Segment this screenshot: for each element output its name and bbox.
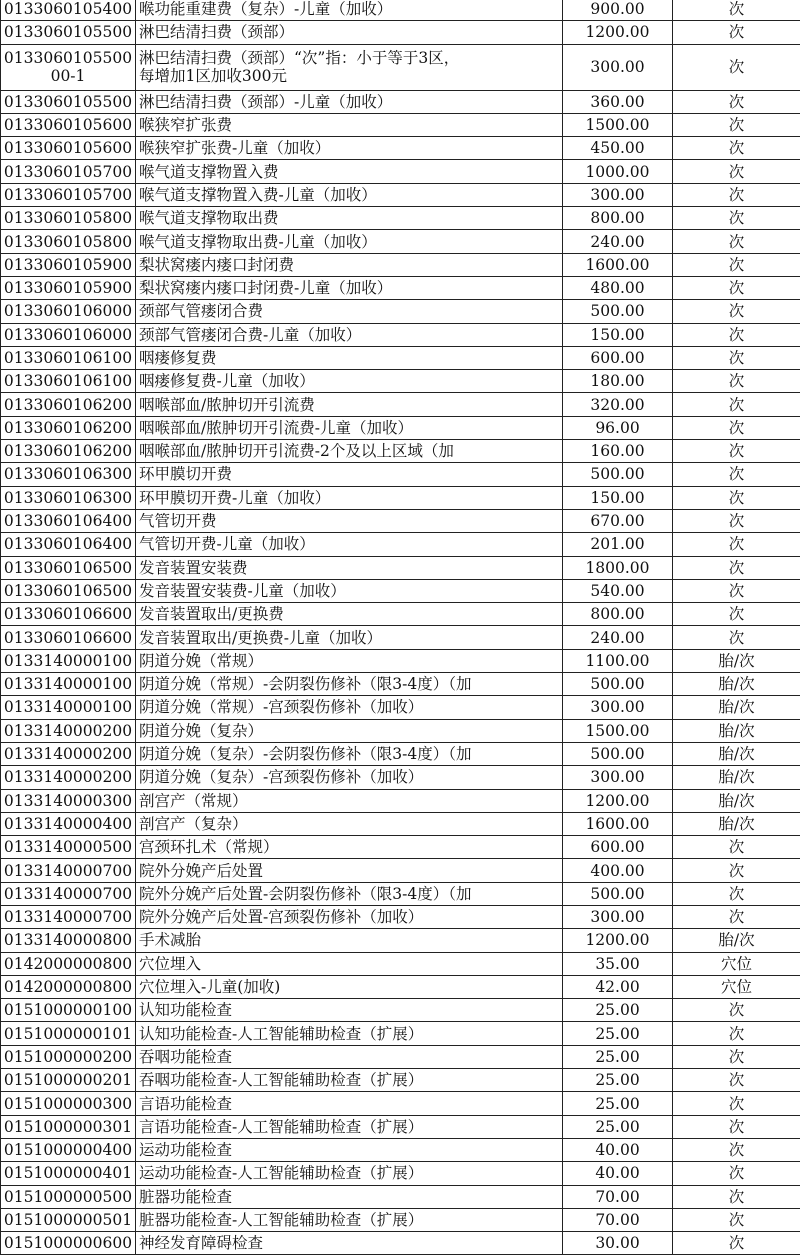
item-price-cell: 30.00	[563, 1232, 673, 1255]
item-price-cell: 70.00	[563, 1208, 673, 1231]
item-unit-cell: 次	[673, 90, 800, 113]
table-row	[1, 579, 800, 602]
item-name-cell: 发音装置安装费-儿童（加收）	[136, 579, 563, 602]
item-name-cell: 梨状窝瘘内瘘口封闭费-儿童（加收）	[136, 276, 563, 299]
item-price-cell: 500.00	[563, 882, 673, 905]
item-price-cell: 300.00	[563, 766, 673, 789]
item-code-cell: 0151000000301	[1, 1115, 136, 1138]
item-unit-cell: 次	[673, 230, 800, 253]
item-code-line: 0133060105500	[3, 49, 133, 68]
item-unit-cell: 次	[673, 1185, 800, 1208]
item-price-cell: 300.00	[563, 905, 673, 928]
item-price-cell: 600.00	[563, 346, 673, 369]
item-name-cell: 咽瘘修复费	[136, 346, 563, 369]
item-code-cell: 0133140000700	[1, 882, 136, 905]
item-name-cell: 院外分娩产后处置-会阴裂伤修补（限3-4度）（加	[136, 882, 563, 905]
table-row	[1, 789, 800, 812]
table-row	[1, 1162, 800, 1185]
item-code-cell: 0133060106200	[1, 440, 136, 463]
item-unit-cell: 次	[673, 603, 800, 626]
item-unit-cell: 次	[673, 1232, 800, 1255]
item-unit-cell: 次	[673, 533, 800, 556]
item-unit-cell: 次	[673, 207, 800, 230]
item-unit-cell: 次	[673, 393, 800, 416]
item-code-cell: 0133060106100	[1, 370, 136, 393]
item-name-cell: 气管切开费-儿童（加收）	[136, 533, 563, 556]
table-row	[1, 719, 800, 742]
item-unit-cell: 次	[673, 416, 800, 439]
item-price-cell: 150.00	[563, 486, 673, 509]
item-unit-cell: 次	[673, 1022, 800, 1045]
item-name-cell: 喉狭窄扩张费-儿童（加收）	[136, 137, 563, 160]
item-name-cell: 手术减胎	[136, 929, 563, 952]
item-unit-cell: 胎/次	[673, 929, 800, 952]
item-price-cell: 320.00	[563, 393, 673, 416]
item-price-cell: 1200.00	[563, 929, 673, 952]
item-name-cell: 脏器功能检查	[136, 1185, 563, 1208]
item-unit-cell: 次	[673, 323, 800, 346]
item-price-cell: 96.00	[563, 416, 673, 439]
item-name-cell	[136, 44, 563, 90]
item-code-cell: 0133140000700	[1, 859, 136, 882]
item-price-cell: 1500.00	[563, 719, 673, 742]
item-name-cell: 喉气道支撑物取出费	[136, 207, 563, 230]
item-unit-cell: 次	[673, 836, 800, 859]
item-code-cell: 0133060106400	[1, 533, 136, 556]
item-name-line: 淋巴结清扫费（颈部）“次”指：小于等于3区，	[139, 49, 460, 68]
table-row	[1, 929, 800, 952]
item-name-cell: 脏器功能检查-人工智能辅助检查（扩展）	[136, 1208, 563, 1231]
item-code-cell: 0133060105700	[1, 183, 136, 206]
item-code-cell: 0133060106600	[1, 626, 136, 649]
table-row	[1, 742, 800, 765]
item-code-cell: 0133140000100	[1, 696, 136, 719]
item-code-cell: 0151000000600	[1, 1232, 136, 1255]
item-unit-cell: 次	[673, 1208, 800, 1231]
item-unit-cell: 次	[673, 370, 800, 393]
table-row	[1, 1115, 800, 1138]
item-name-cell: 喉气道支撑物置入费	[136, 160, 563, 183]
item-unit-cell: 次	[673, 440, 800, 463]
table-row	[1, 533, 800, 556]
table-row	[1, 183, 800, 206]
item-price-cell: 300.00	[563, 44, 673, 90]
item-code-cell: 0133060105900	[1, 276, 136, 299]
item-name-cell: 环甲膜切开费	[136, 463, 563, 486]
item-unit-cell: 次	[673, 1092, 800, 1115]
table-row	[1, 766, 800, 789]
item-name-cell: 穴位埋入	[136, 952, 563, 975]
item-name-cell: 喉气道支撑物取出费-儿童（加收）	[136, 230, 563, 253]
table-row	[1, 323, 800, 346]
table-row	[1, 1069, 800, 1092]
item-unit-cell: 胎/次	[673, 742, 800, 765]
table-row	[1, 882, 800, 905]
item-code-cell: 0133060105400	[1, 0, 136, 21]
table-row	[1, 649, 800, 672]
item-name-cell: 吞咽功能检查-人工智能辅助检查（扩展）	[136, 1069, 563, 1092]
item-name-cell: 咽喉部血/脓肿切开引流费	[136, 393, 563, 416]
item-unit-cell: 次	[673, 1162, 800, 1185]
item-code-cell: 0133140000400	[1, 812, 136, 835]
item-code-cell: 0133060105800	[1, 207, 136, 230]
item-code-cell: 0133060105600	[1, 113, 136, 136]
item-unit-cell: 次	[673, 463, 800, 486]
item-name-cell: 阴道分娩（常规）-会阴裂伤修补（限3-4度）（加	[136, 673, 563, 696]
item-name-cell: 颈部气管瘘闭合费	[136, 300, 563, 323]
table-row	[1, 486, 800, 509]
item-code-cell: 0133140000200	[1, 719, 136, 742]
item-code-cell: 0151000000300	[1, 1092, 136, 1115]
item-price-cell: 800.00	[563, 603, 673, 626]
item-unit-cell: 次	[673, 137, 800, 160]
item-price-cell: 150.00	[563, 323, 673, 346]
item-price-cell: 300.00	[563, 696, 673, 719]
item-price-cell: 360.00	[563, 90, 673, 113]
table-row	[1, 463, 800, 486]
item-name-cell: 认知功能检查	[136, 999, 563, 1022]
table-row	[1, 300, 800, 323]
item-name-cell: 剖宫产（复杂）	[136, 812, 563, 835]
item-unit-cell: 次	[673, 346, 800, 369]
item-name-cell: 阴道分娩（常规）	[136, 649, 563, 672]
item-unit-cell: 次	[673, 21, 800, 44]
item-price-cell: 500.00	[563, 673, 673, 696]
item-code-cell: 0133140000200	[1, 742, 136, 765]
item-unit-cell: 次	[673, 1138, 800, 1161]
item-price-cell: 240.00	[563, 626, 673, 649]
table-row	[1, 416, 800, 439]
item-code-cell: 0133060106200	[1, 393, 136, 416]
item-code-cell: 0151000000501	[1, 1208, 136, 1231]
item-name-cell: 吞咽功能检查	[136, 1045, 563, 1068]
item-price-cell: 42.00	[563, 975, 673, 998]
table-row	[1, 1138, 800, 1161]
item-code-cell: 0133060106300	[1, 463, 136, 486]
item-unit-cell: 次	[673, 579, 800, 602]
item-price-cell: 40.00	[563, 1138, 673, 1161]
item-price-cell: 1200.00	[563, 21, 673, 44]
item-name-cell: 神经发育障碍检查	[136, 1232, 563, 1255]
table-row	[1, 859, 800, 882]
item-unit-cell: 次	[673, 1045, 800, 1068]
item-unit-cell: 胎/次	[673, 766, 800, 789]
table-row	[1, 253, 800, 276]
table-row	[1, 556, 800, 579]
item-code-cell: 0133060105700	[1, 160, 136, 183]
item-price-cell: 1000.00	[563, 160, 673, 183]
item-code-line: 00-1	[50, 67, 86, 86]
table-row	[1, 21, 800, 44]
item-code-cell: 0133060106000	[1, 300, 136, 323]
item-unit-cell: 次	[673, 1115, 800, 1138]
item-price-cell: 25.00	[563, 1092, 673, 1115]
item-code-cell: 0151000000101	[1, 1022, 136, 1045]
item-code-cell: 0133060106400	[1, 509, 136, 532]
item-code-cell: 0133140000300	[1, 789, 136, 812]
item-code-cell: 0151000000500	[1, 1185, 136, 1208]
item-code-cell: 0133140000500	[1, 836, 136, 859]
table-row	[1, 160, 800, 183]
item-code-cell: 0133060106000	[1, 323, 136, 346]
item-code-cell: 0142000000800	[1, 952, 136, 975]
item-code-cell: 0133060105900	[1, 253, 136, 276]
item-price-cell: 1100.00	[563, 649, 673, 672]
item-unit-cell: 次	[673, 113, 800, 136]
item-name-cell: 剖宫产（常规）	[136, 789, 563, 812]
item-unit-cell: 胎/次	[673, 719, 800, 742]
item-code-cell: 0133060106500	[1, 556, 136, 579]
item-unit-cell: 次	[673, 905, 800, 928]
item-price-cell: 25.00	[563, 1022, 673, 1045]
item-name-cell: 喉狭窄扩张费	[136, 113, 563, 136]
item-price-cell: 500.00	[563, 742, 673, 765]
item-price-cell: 500.00	[563, 463, 673, 486]
item-price-cell: 70.00	[563, 1185, 673, 1208]
table-row	[1, 207, 800, 230]
item-code-cell: 0133140000100	[1, 673, 136, 696]
item-unit-cell: 次	[673, 0, 800, 21]
item-code-cell: 0151000000201	[1, 1069, 136, 1092]
table-row	[1, 975, 800, 998]
item-code-cell: 0151000000200	[1, 1045, 136, 1068]
item-unit-cell: 次	[673, 183, 800, 206]
table-row	[1, 1022, 800, 1045]
item-name-cell: 院外分娩产后处置	[136, 859, 563, 882]
item-price-cell: 25.00	[563, 999, 673, 1022]
item-name-cell: 喉功能重建费（复杂）-儿童（加收）	[136, 0, 563, 21]
table-row	[1, 696, 800, 719]
item-name-cell: 喉气道支撑物置入费-儿童（加收）	[136, 183, 563, 206]
item-price-cell: 240.00	[563, 230, 673, 253]
item-code-cell: 0133140000200	[1, 766, 136, 789]
item-name-cell: 穴位埋入-儿童(加收)	[136, 975, 563, 998]
item-code-cell: 0133140000700	[1, 905, 136, 928]
item-price-cell: 25.00	[563, 1045, 673, 1068]
item-name-cell: 发音装置取出/更换费-儿童（加收）	[136, 626, 563, 649]
item-name-cell: 言语功能检查	[136, 1092, 563, 1115]
table-row	[1, 1208, 800, 1231]
item-name-cell: 阴道分娩（常规）-宫颈裂伤修补（加收）	[136, 696, 563, 719]
item-price-cell: 500.00	[563, 300, 673, 323]
item-price-cell: 1500.00	[563, 113, 673, 136]
table-row	[1, 276, 800, 299]
fee-table-body	[1, 0, 800, 1255]
item-unit-cell: 次	[673, 999, 800, 1022]
item-price-cell: 1600.00	[563, 253, 673, 276]
table-row	[1, 393, 800, 416]
item-unit-cell: 次	[673, 556, 800, 579]
item-name-cell: 咽喉部血/脓肿切开引流费-儿童（加收）	[136, 416, 563, 439]
item-code-cell: 0133060106200	[1, 416, 136, 439]
item-name-cell: 气管切开费	[136, 509, 563, 532]
item-name-cell: 颈部气管瘘闭合费-儿童（加收）	[136, 323, 563, 346]
item-price-cell: 600.00	[563, 836, 673, 859]
table-row	[1, 113, 800, 136]
item-unit-cell: 次	[673, 626, 800, 649]
item-code-cell: 0133060105800	[1, 230, 136, 253]
table-row	[1, 230, 800, 253]
item-code-cell: 0142000000800	[1, 975, 136, 998]
item-code-cell: 0151000000400	[1, 1138, 136, 1161]
item-unit-cell: 胎/次	[673, 649, 800, 672]
item-code-cell	[1, 44, 136, 90]
item-price-cell: 180.00	[563, 370, 673, 393]
item-unit-cell: 胎/次	[673, 673, 800, 696]
item-name-cell: 阴道分娩（复杂）	[136, 719, 563, 742]
item-price-cell: 300.00	[563, 183, 673, 206]
item-price-cell: 670.00	[563, 509, 673, 532]
item-name-cell: 运动功能检查-人工智能辅助检查（扩展）	[136, 1162, 563, 1185]
item-unit-cell: 穴位	[673, 975, 800, 998]
table-row	[1, 44, 800, 90]
table-row	[1, 137, 800, 160]
table-row	[1, 346, 800, 369]
item-price-cell: 1600.00	[563, 812, 673, 835]
table-row	[1, 673, 800, 696]
item-code-cell: 0133060105600	[1, 137, 136, 160]
table-row	[1, 1232, 800, 1255]
item-unit-cell: 次	[673, 276, 800, 299]
table-row	[1, 626, 800, 649]
item-unit-cell: 次	[673, 486, 800, 509]
item-code-cell: 0133060106300	[1, 486, 136, 509]
item-code-cell: 0133060106100	[1, 346, 136, 369]
item-code-cell: 0133140000100	[1, 649, 136, 672]
item-price-cell: 25.00	[563, 1115, 673, 1138]
table-row	[1, 370, 800, 393]
table-row	[1, 1092, 800, 1115]
item-name-cell: 发音装置安装费	[136, 556, 563, 579]
item-unit-cell: 次	[673, 1069, 800, 1092]
item-unit-cell: 次	[673, 300, 800, 323]
item-unit-cell: 胎/次	[673, 789, 800, 812]
item-price-cell: 201.00	[563, 533, 673, 556]
item-name-cell: 咽瘘修复费-儿童（加收）	[136, 370, 563, 393]
item-code-cell: 0151000000401	[1, 1162, 136, 1185]
item-price-cell: 450.00	[563, 137, 673, 160]
item-name-cell: 环甲膜切开费-儿童（加收）	[136, 486, 563, 509]
item-code-cell: 0151000000100	[1, 999, 136, 1022]
table-row	[1, 1185, 800, 1208]
item-name-cell: 宫颈环扎术（常规）	[136, 836, 563, 859]
item-price-cell: 1200.00	[563, 789, 673, 812]
item-name-cell: 言语功能检查-人工智能辅助检查（扩展）	[136, 1115, 563, 1138]
item-unit-cell: 次	[673, 509, 800, 532]
item-code-cell: 0133060106600	[1, 603, 136, 626]
item-name-cell: 淋巴结清扫费（颈部）-儿童（加收）	[136, 90, 563, 113]
item-unit-cell: 穴位	[673, 952, 800, 975]
item-code-cell: 0133060105500	[1, 21, 136, 44]
table-row	[1, 90, 800, 113]
item-name-cell: 认知功能检查-人工智能辅助检查（扩展）	[136, 1022, 563, 1045]
item-name-line: 每增加1区加收300元	[139, 67, 287, 86]
item-name-cell: 院外分娩产后处置-宫颈裂伤修补（加收）	[136, 905, 563, 928]
item-name-cell: 阴道分娩（复杂）-宫颈裂伤修补（加收）	[136, 766, 563, 789]
table-row	[1, 999, 800, 1022]
table-row	[1, 0, 800, 21]
item-name-cell: 咽喉部血/脓肿切开引流费-2个及以上区域（加	[136, 440, 563, 463]
table-row	[1, 603, 800, 626]
item-price-cell: 480.00	[563, 276, 673, 299]
item-name-cell: 淋巴结清扫费（颈部）	[136, 21, 563, 44]
item-unit-cell: 胎/次	[673, 812, 800, 835]
item-code-cell: 0133060106500	[1, 579, 136, 602]
table-row	[1, 440, 800, 463]
item-price-cell: 400.00	[563, 859, 673, 882]
item-unit-cell: 次	[673, 882, 800, 905]
item-unit-cell: 胎/次	[673, 696, 800, 719]
table-row	[1, 812, 800, 835]
item-price-cell: 900.00	[563, 0, 673, 21]
item-price-cell: 1800.00	[563, 556, 673, 579]
item-code-cell: 0133060105500	[1, 90, 136, 113]
item-price-cell: 25.00	[563, 1069, 673, 1092]
item-name-cell: 发音装置取出/更换费	[136, 603, 563, 626]
item-price-cell: 35.00	[563, 952, 673, 975]
item-code-cell: 0133140000800	[1, 929, 136, 952]
table-row	[1, 1045, 800, 1068]
item-name-cell: 梨状窝瘘内瘘口封闭费	[136, 253, 563, 276]
table-row	[1, 952, 800, 975]
item-name-cell: 阴道分娩（复杂）-会阴裂伤修补（限3-4度）（加	[136, 742, 563, 765]
item-unit-cell: 次	[673, 253, 800, 276]
item-unit-cell: 次	[673, 160, 800, 183]
item-price-cell: 800.00	[563, 207, 673, 230]
table-row	[1, 905, 800, 928]
table-row	[1, 509, 800, 532]
table-row	[1, 836, 800, 859]
item-unit-cell: 次	[673, 859, 800, 882]
item-unit-cell: 次	[673, 44, 800, 90]
item-name-cell: 运动功能检查	[136, 1138, 563, 1161]
item-price-cell: 540.00	[563, 579, 673, 602]
item-price-cell: 40.00	[563, 1162, 673, 1185]
item-price-cell: 160.00	[563, 440, 673, 463]
